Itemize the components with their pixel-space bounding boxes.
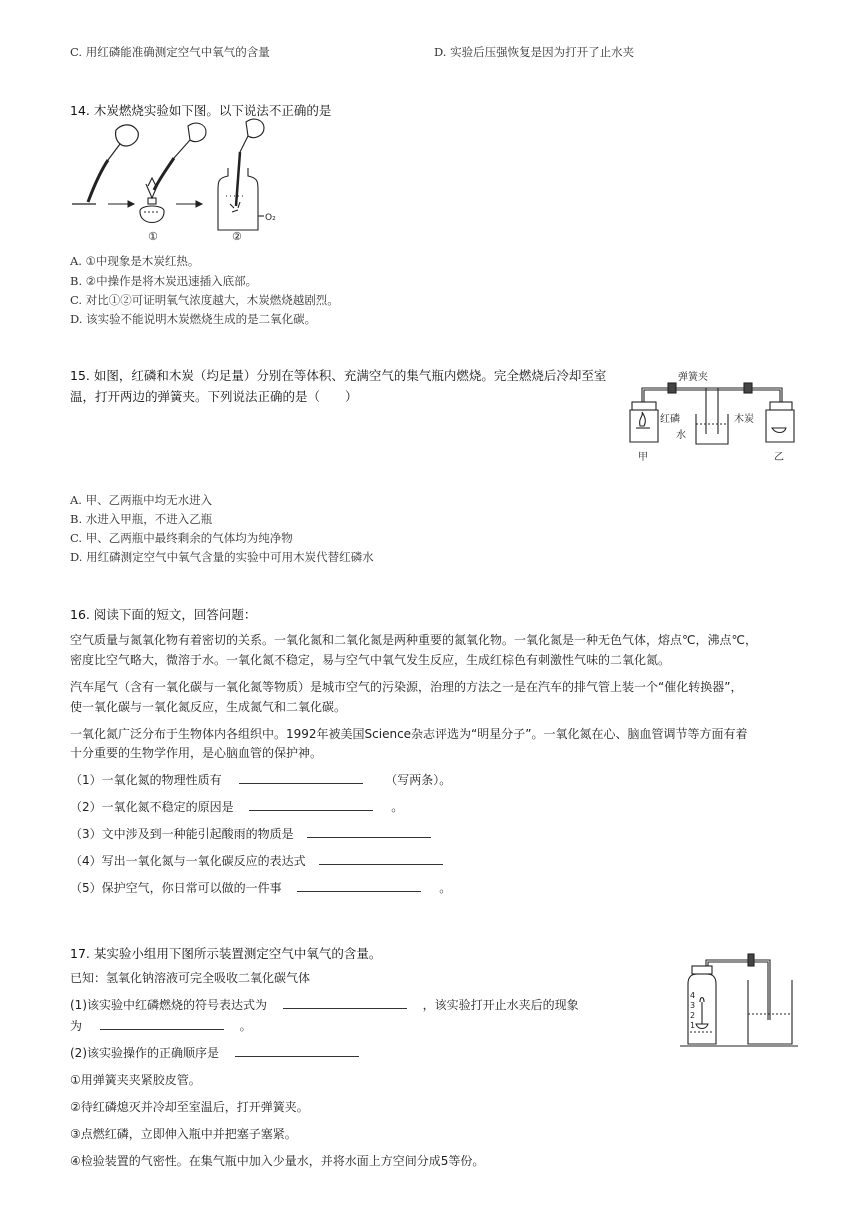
- q14-title: 14. 木炭燃烧实验如下图。以下说法不正确的是: [70, 103, 332, 118]
- q17-known: 已知：氢氧化钠溶液可完全吸收二氧化碳气体: [70, 971, 311, 985]
- q17-sub2-prompt: (2)该实验操作的正确顺序是: [70, 1046, 219, 1060]
- q16-sub5-blank[interactable]: [297, 879, 421, 892]
- q17-scale-3: 3: [690, 1001, 696, 1010]
- q15-title-line2: 温，打开两边的弹簧夹。下列说法正确的是（ ）: [70, 389, 358, 404]
- q15-label-red-phosphorus: 红磷: [660, 414, 680, 425]
- q16-para1-line2: 密度比空气略大，微溶于水。一氧化氮不稳定，易与空气中氧气发生反应，生成红棕色有刺激性气味的二氧化氮。: [70, 653, 671, 667]
- q14-label-1: ①: [148, 230, 158, 243]
- q15-label-yi: 乙: [774, 452, 784, 463]
- q16-sub2: [70, 797, 403, 817]
- q15-option-a: A. 甲、乙两瓶中均无水进入: [70, 493, 213, 507]
- q13-option-d: D. 实验后压强恢复是因为打开了止水夹: [434, 45, 635, 59]
- q17-step-4: ④检验装置的气密性。在集气瓶中加入少量水，并将水面上方空间分成5等份。: [70, 1154, 485, 1168]
- q13-option-c: C. 用红磷能准确测定空气中氧气的含量: [70, 45, 270, 59]
- q14-label-o2: O₂: [265, 213, 276, 223]
- alcohol-lamp-icon: [140, 123, 206, 222]
- q16-sub1-prompt: （1）一氧化氮的物理性质有: [70, 773, 222, 787]
- arrow-icon: [176, 201, 202, 207]
- q16-para3-line2: 十分重要的生物学作用，是心脑血管的保护神。: [70, 746, 323, 760]
- q16-sub1-suffix: （写两条）。: [385, 773, 452, 787]
- q17-scale-2: 2: [690, 1011, 696, 1020]
- q16-sub1: [70, 770, 451, 790]
- q17-sub1-line2: [70, 1016, 252, 1036]
- q17-sub1-line2-prompt: 为: [70, 1019, 83, 1033]
- q16-sub4: [70, 851, 443, 871]
- q16-sub3-prompt: （3）文中涉及到一种能引起酸雨的物质是: [70, 827, 294, 841]
- q16-para2-line2: 使一氧化碳与一氧化氮反应，生成氮气和二氧化碳。: [70, 700, 347, 714]
- q17-sub1-mid: ，该实验打开止水夹后的现象: [422, 998, 579, 1012]
- q15-title-line1: 15. 如图，红磷和木炭（均足量）分别在等体积、充满空气的集气瓶内燃烧。完全燃烧后冷却至室: [70, 368, 607, 383]
- q17-title: 17. 某实验小组用下图所示装置测定空气中氧气的含量。: [70, 946, 382, 961]
- q15-option-d: D. 用红磷测定空气中氧气含量的实验中可用木炭代替红磷水: [70, 550, 374, 564]
- q16-sub2-prompt: （2）一氧化氮不稳定的原因是: [70, 800, 234, 814]
- q16-sub3: [70, 824, 431, 844]
- q16-sub4-blank[interactable]: [319, 852, 443, 865]
- q15-apparatus-figure: [622, 366, 802, 466]
- q15-option-b: B. 水进入甲瓶，不进入乙瓶: [70, 512, 213, 526]
- q15-option-c: C. 甲、乙两瓶中最终剩余的气体均为纯净物: [70, 531, 293, 545]
- q14-option-a: A. ①中现象是木炭红热。: [70, 254, 200, 268]
- q16-sub5-suffix: 。: [439, 881, 452, 895]
- q16-sub3-blank[interactable]: [307, 825, 431, 838]
- q17-scale-4: 4: [690, 991, 696, 1000]
- q15-label-charcoal: 木炭: [734, 414, 754, 425]
- q17-sub1-blank-b[interactable]: [100, 1017, 224, 1030]
- q17-step-2: ②待红磷熄灭并冷却至室温后，打开弹簧夹。: [70, 1100, 309, 1114]
- q16-sub2-blank[interactable]: [249, 798, 373, 811]
- q17-sub1-blank-a[interactable]: [283, 996, 407, 1009]
- q16-para3-line1: 一氧化氮广泛分布于生物体内各组织中。1992年被美国Science杂志评选为“明星分子”。一氧化氮在心、脑血管调节等方面有着: [70, 727, 748, 741]
- q16-sub4-prompt: （4）写出一氧化氮与一氧化碳反应的表达式: [70, 854, 306, 868]
- q17-scale-1: 1: [690, 1021, 696, 1030]
- q17-apparatus-figure: [676, 940, 802, 1050]
- q16-sub1-blank[interactable]: [239, 771, 363, 784]
- q15-label-water: 水: [676, 430, 686, 441]
- hand-icon: [72, 125, 138, 204]
- q15-label-jia: 甲: [638, 452, 648, 463]
- q17-sub1-prompt: (1)该实验中红磷燃烧的符号表达式为: [70, 998, 267, 1012]
- q14-option-b: B. ②中操作是将木炭迅速插入底部。: [70, 274, 258, 288]
- q17-sub1-line2-suffix: 。: [239, 1019, 252, 1033]
- q17-sub2-blank[interactable]: [235, 1044, 359, 1057]
- q14-option-d: D. 该实验不能说明木炭燃烧生成的是二氧化碳。: [70, 312, 317, 326]
- q14-charcoal-figure: [68, 116, 288, 246]
- q16-sub2-suffix: 。: [391, 800, 404, 814]
- q16-sub5: [70, 878, 451, 898]
- q17-sub2: [70, 1043, 359, 1063]
- q16-sub5-prompt: （5）保护空气，你日常可以做的一件事: [70, 881, 282, 895]
- arrow-icon: [108, 201, 134, 207]
- q17-sub1-line1: [70, 995, 579, 1015]
- gas-bottle-icon: [218, 119, 264, 230]
- q16-para2-line1: 汽车尾气（含有一氧化碳与一氧化氮等物质）是城市空气的污染源，治理的方法之一是在汽车的排气管上装一个“催化转换器”，: [70, 680, 743, 694]
- q14-option-c: C. 对比①②可证明氧气浓度越大，木炭燃烧越剧烈。: [70, 293, 339, 307]
- q14-label-2: ②: [232, 230, 242, 243]
- q17-step-1: ①用弹簧夹夹紧胶皮管。: [70, 1073, 201, 1087]
- q16-para1-line1: 空气质量与氮氧化物有着密切的关系。一氧化氮和二氧化氮是两种重要的氮氧化物。一氧化氮是一种无色气体，熔点℃，沸点℃，: [70, 633, 757, 647]
- q17-step-3: ③点燃红磷，立即伸入瓶中并把塞子塞紧。: [70, 1127, 297, 1141]
- q15-label-clamp: 弹簧夹: [678, 372, 708, 383]
- q16-title: 16. 阅读下面的短文，回答问题：: [70, 607, 257, 622]
